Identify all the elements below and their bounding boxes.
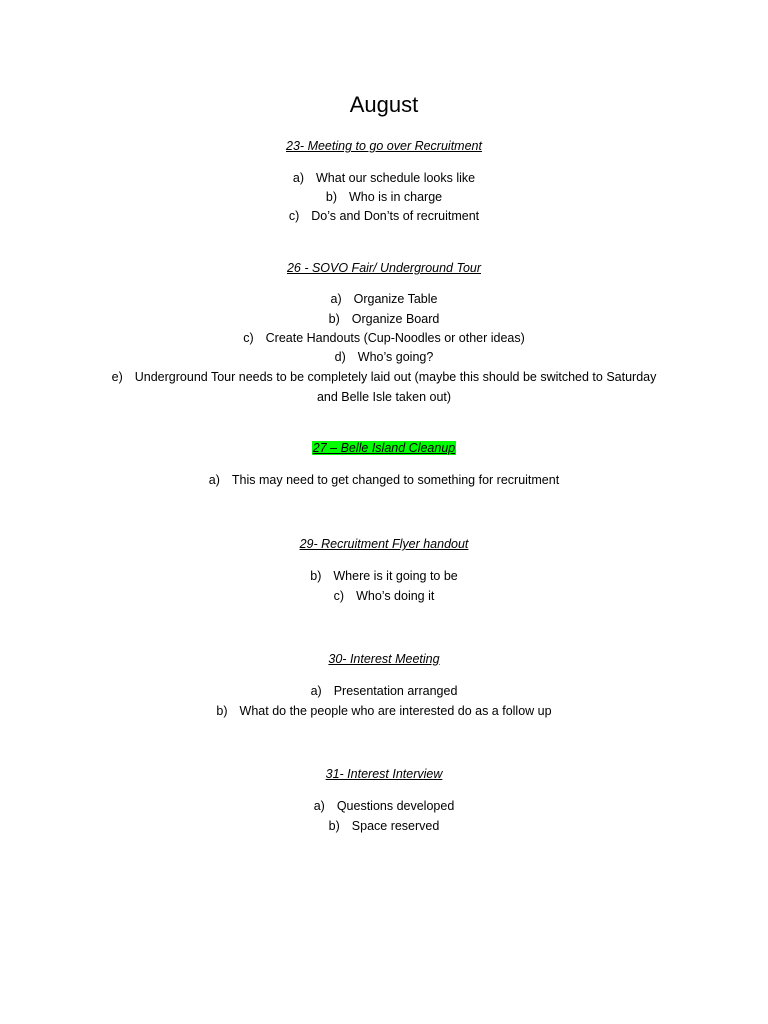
section-heading-text: 31- Interest Interview (325, 767, 443, 781)
list-marker: b) (310, 569, 322, 583)
list-item-text: Presentation arranged (333, 684, 458, 698)
list-item-text: This may need to get changed to something for recruitment (231, 473, 560, 487)
list-marker: b) (328, 819, 340, 833)
list-item-text: Questions developed (336, 799, 455, 813)
list-item-text: Who is in charge (349, 190, 443, 204)
list-item-text: Do’s and Don’ts of recruitment (311, 209, 480, 223)
section-heading-text: 26 - SOVO Fair/ Underground Tour (286, 261, 482, 275)
list-marker: b) (328, 312, 340, 326)
section-heading (0, 765, 768, 783)
list-marker: a) (292, 171, 304, 185)
list-item (0, 368, 768, 386)
section-heading-text: 23- Meeting to go over Recruitment (286, 139, 482, 153)
list-marker: c) (333, 589, 345, 603)
list-item (0, 290, 768, 308)
list-item-text: Who’s going? (357, 350, 434, 364)
list-item-text: What our schedule looks like (316, 171, 476, 185)
section-heading (0, 650, 768, 668)
list-item-text: What do the people who are interested do as a follow up (239, 704, 552, 718)
list-item-text: Space reserved (351, 819, 440, 833)
list-item (0, 207, 768, 225)
section-heading-text-highlighted: 27 – Belle Island Cleanup (312, 441, 456, 455)
list-item-text: Create Handouts (Cup-Noodles or other ideas) (265, 331, 525, 345)
list-item-text: Underground Tour needs to be completely laid out (maybe this should be switched to Saturday (134, 370, 657, 384)
section-heading-text: 29- Recruitment Flyer handout (299, 537, 469, 551)
list-item (0, 682, 768, 700)
list-item (0, 797, 768, 815)
section-heading (0, 439, 768, 457)
list-marker: a) (313, 799, 325, 813)
section-heading (0, 259, 768, 277)
list-marker: a) (310, 684, 322, 698)
section-heading (0, 535, 768, 553)
list-item-text: Where is it going to be (333, 569, 458, 583)
list-marker: b) (325, 190, 337, 204)
list-item-text: Organize Board (351, 312, 440, 326)
list-item-continuation (0, 388, 768, 406)
list-marker: e) (111, 370, 123, 384)
list-item (0, 702, 768, 720)
list-item (0, 587, 768, 605)
list-marker: b) (216, 704, 228, 718)
section-heading-text: 30- Interest Meeting (328, 652, 440, 666)
list-item-text: Who’s doing it (356, 589, 435, 603)
list-item (0, 329, 768, 347)
list-item (0, 169, 768, 187)
list-item (0, 471, 768, 489)
list-item (0, 817, 768, 835)
list-marker: a) (208, 473, 220, 487)
list-item (0, 567, 768, 585)
list-marker: c) (243, 331, 254, 345)
section-heading (0, 137, 768, 155)
list-marker: c) (288, 209, 300, 223)
list-marker: d) (334, 350, 346, 364)
list-marker: a) (330, 292, 342, 306)
list-item (0, 310, 768, 328)
list-item-text: and Belle Isle taken out) (316, 390, 452, 404)
list-item (0, 188, 768, 206)
page-title: August (349, 92, 419, 117)
list-item-text: Organize Table (353, 292, 438, 306)
list-item (0, 348, 768, 366)
